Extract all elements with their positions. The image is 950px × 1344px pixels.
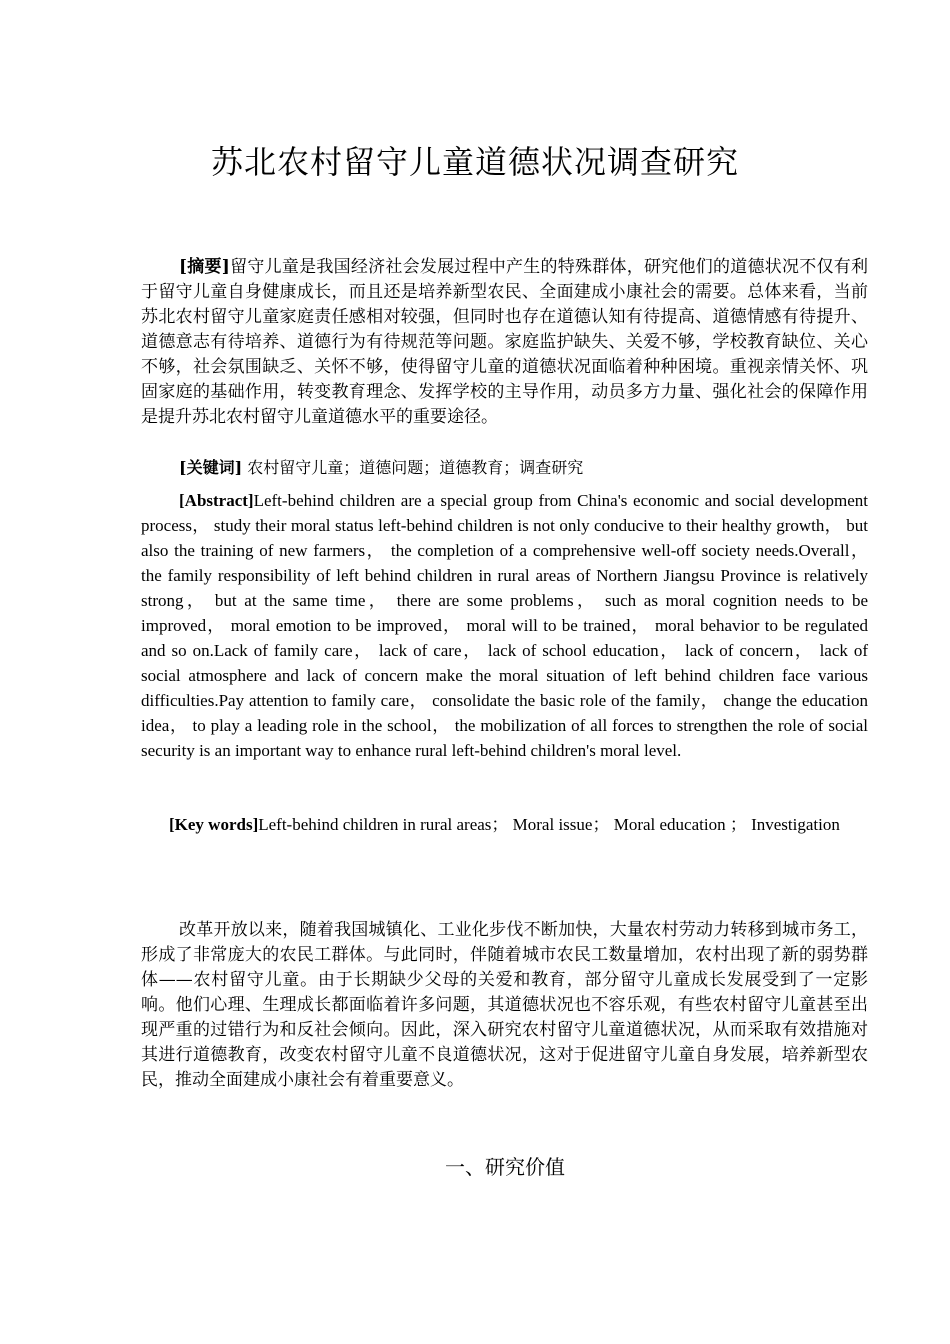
keywords-en-text: Left-behind children in rural areas； Moral issue； Moral education ； Investigation [258, 815, 840, 834]
abstract-en-paragraph [141, 488, 868, 763]
abstract-cn [141, 255, 868, 430]
keywords-en [141, 812, 868, 837]
paper-title: 苏北农村留守儿童道德状况调查研究 [210, 143, 739, 181]
intro-paragraph: 改革开放以来，随着我国城镇化、工业化步伐不断加快，大量农村劳动力转移到城市务工，形成了非常庞大的农民工群体。与此同时，伴随着城市农民工数量增加，农村出现了新的弱势群体——农村留守儿童。由于长期缺少父母的关爱和教育，部分留守儿童成长发展受到了一定影响。他们心理、生理成长都面临着许多问题，其道德状况也不容乐观，有些农村留守儿童甚至出现严重的过错行为和反社会倾向。因此，深入研究农村留守儿童道德状况，从而采取有效措施对其进行道德教育，改变农村留守儿童不良道德状况，这对于促进留守儿童自身发展，培养新型农民，推动全面建成小康社会有着重要意义。 [141, 920, 868, 1090]
abstract-cn-paragraph [141, 255, 868, 430]
section-heading: 一、研究价值 [445, 1155, 565, 1179]
keywords-cn-paragraph [141, 455, 868, 480]
keywords-cn-label: [关键词] [179, 458, 243, 477]
keywords-en-label: [Key words] [169, 815, 259, 834]
abstract-en-label: [Abstract] [179, 491, 254, 510]
introduction [141, 918, 868, 1093]
abstract-en [141, 488, 868, 763]
abstract-en-text: Left-behind children are a special group from China's economic and social development process， study their moral status left-behind children is not only conducive to their healthy growth， but also the training of new farmers， the completion of a comprehensive well-off society needs.Overall， the family responsibility of left behind children in rural areas of Northern Jiangsu Province is relatively strong， but at the same time， there are some problems， such as moral cognition needs to be improved， moral emotion to be improved， moral will to be trained， moral behavior to be regulated and so on.Lack of family care， lack of care， lack of school education， lack of concern， lack of social atmosphere and lack of concern make the moral situation of left behind children face various difficulties.Pay attention to family care， consolidate the basic role of the family， change the education idea， to play a leading role in the school， the mobilization of all forces to strengthen the role of social security is an important way to enhance rural left-behind children's moral level. [141, 491, 868, 760]
abstract-cn-label: [摘要] [179, 257, 230, 277]
keywords-cn-text: 农村留守儿童；道德问题；道德教育；调查研究 [242, 458, 584, 477]
keywords-cn [141, 455, 868, 480]
abstract-cn-text: 留守儿童是我国经济社会发展过程中产生的特殊群体，研究他们的道德状况不仅有利于留守儿童自身健康成长，而且还是培养新型农民、全面建成小康社会的需要。总体来看，当前苏北农村留守儿童家庭责任感相对较强，但同时也存在道德认知有待提高、道德情感有待提升、道德意志有待培养、道德行为有待规范等问题。家庭监护缺失、关爱不够，学校教育缺位、关心不够，社会氛围缺乏、关怀不够，使得留守儿童的道德状况面临着种种困境。重视亲情关怀、巩固家庭的基础作用，转变教育理念、发挥学校的主导作用，动员多方力量、强化社会的保障作用是提升苏北农村留守儿童道德水平的重要途径。 [141, 257, 869, 427]
keywords-en-paragraph [141, 812, 868, 837]
